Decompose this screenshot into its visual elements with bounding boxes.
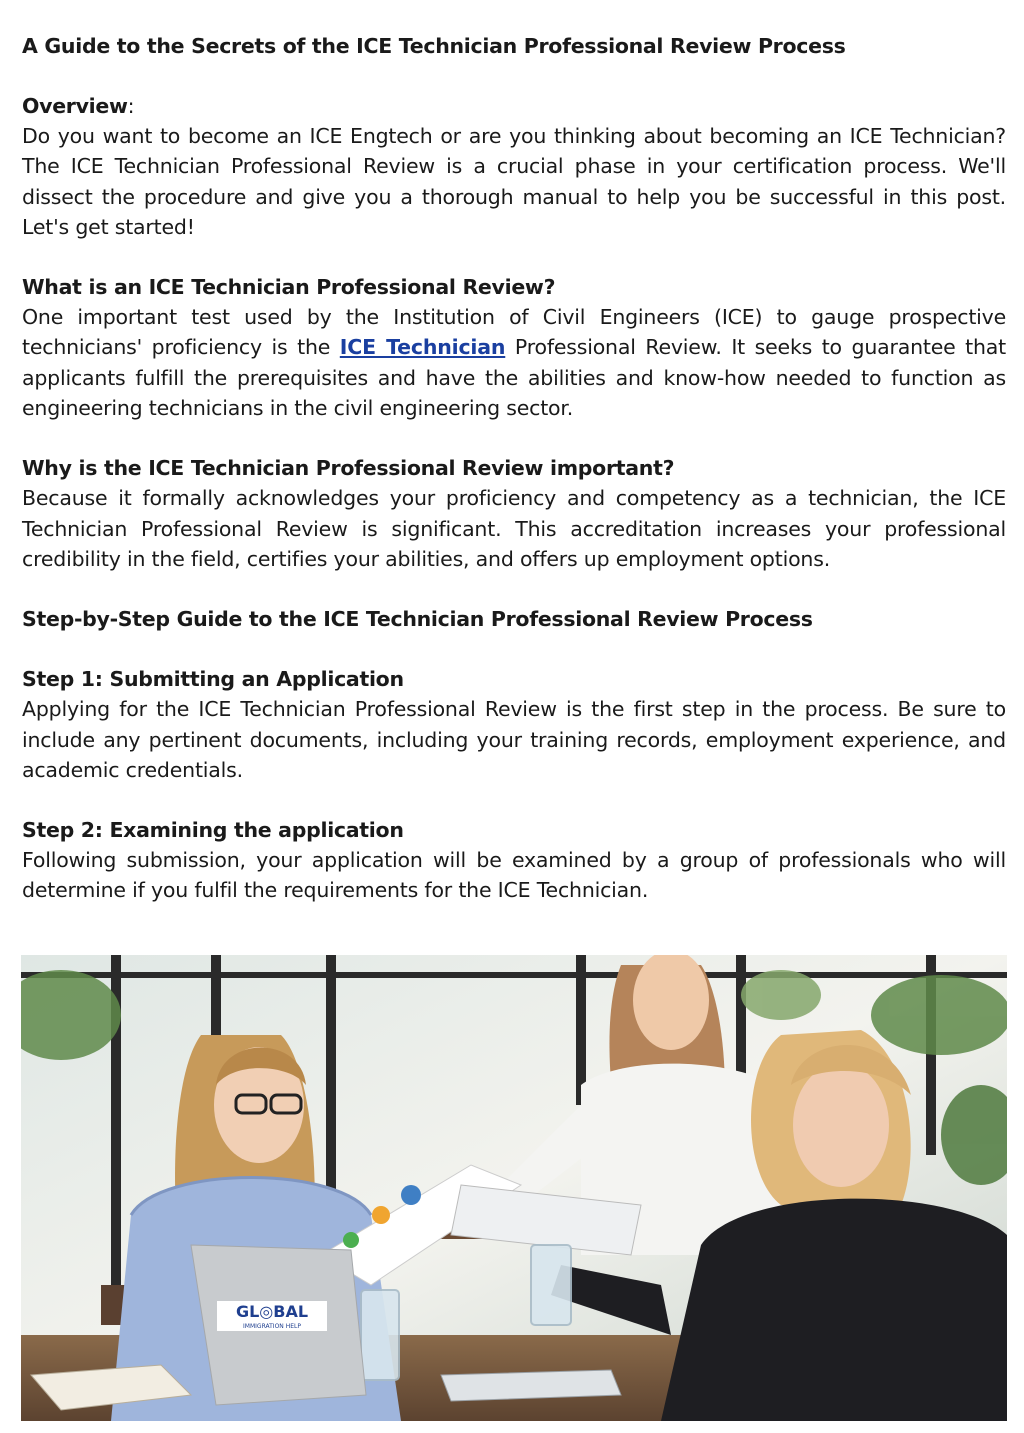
ice-technician-link[interactable]: ICE Technician (339, 335, 506, 360)
overview-heading-text: Overview (22, 94, 128, 118)
article-title: A Guide to the Secrets of the ICE Technician Professional Review Process (22, 34, 846, 58)
step1-section (22, 664, 1006, 785)
laptop-logo-subtext: IMMIGRATION HELP (243, 1323, 301, 1330)
what-text (22, 302, 1006, 423)
what-heading: What is an ICE Technician Professional Review? (22, 275, 556, 300)
article (22, 31, 1006, 936)
what-text-before: One important test used by the Institution of Civil Engineers (ICE) to gauge prospective technicians' proficiency is the (22, 305, 1006, 360)
guide-heading: Step-by-Step Guide to the ICE Technician Professional Review Process (22, 607, 813, 632)
overview-colon: : (127, 94, 135, 118)
what-section (22, 272, 1006, 423)
overview-text: Do you want to become an ICE Engtech or are you thinking about becoming an ICE Technician? The ICE Technician Professional Review is a crucial phase in your certification process. We'll dissect the procedure and give you a thorough manual to help you be successful in this post. Let's get started! (22, 124, 1006, 239)
tablet (441, 1370, 621, 1401)
step2-heading: Step 2: Examining the application (22, 818, 404, 843)
step1-text: Applying for the ICE Technician Professional Review is the first step in the process. Be sure to include any pertinent documents, including your training records, employment experience, and academic credentials. (22, 697, 1006, 782)
overview-section (22, 91, 1006, 242)
step2-section (22, 815, 1006, 906)
why-text: Because it formally acknowledges your proficiency and competency as a technician, the ICE Technician Professional Review is significant. This accreditation increases your professional credibility in the field, certifies your abilities, and offers up employment options. (22, 486, 1006, 571)
step2-text: Following submission, your application will be examined by a group of professionals who will determine if you fulfil the requirements for the ICE Technician. (22, 848, 1006, 903)
overview-heading (22, 91, 1006, 121)
guide-section (22, 604, 1006, 634)
photo-illustration (21, 955, 1007, 1421)
laptop (191, 1245, 366, 1405)
step1-heading: Step 1: Submitting an Application (22, 667, 404, 692)
laptop-logo-text: GL◎BAL (235, 1302, 309, 1321)
office-meeting-photo (21, 955, 1007, 1421)
why-heading: Why is the ICE Technician Professional Review important? (22, 456, 675, 481)
why-section (22, 453, 1006, 574)
what-text-after: Professional Review. It seeks to guarantee that applicants fulfill the prerequisites and have the abilities and know-how needed to function as engineering technicians in the civil engineering sector. (22, 335, 1006, 421)
